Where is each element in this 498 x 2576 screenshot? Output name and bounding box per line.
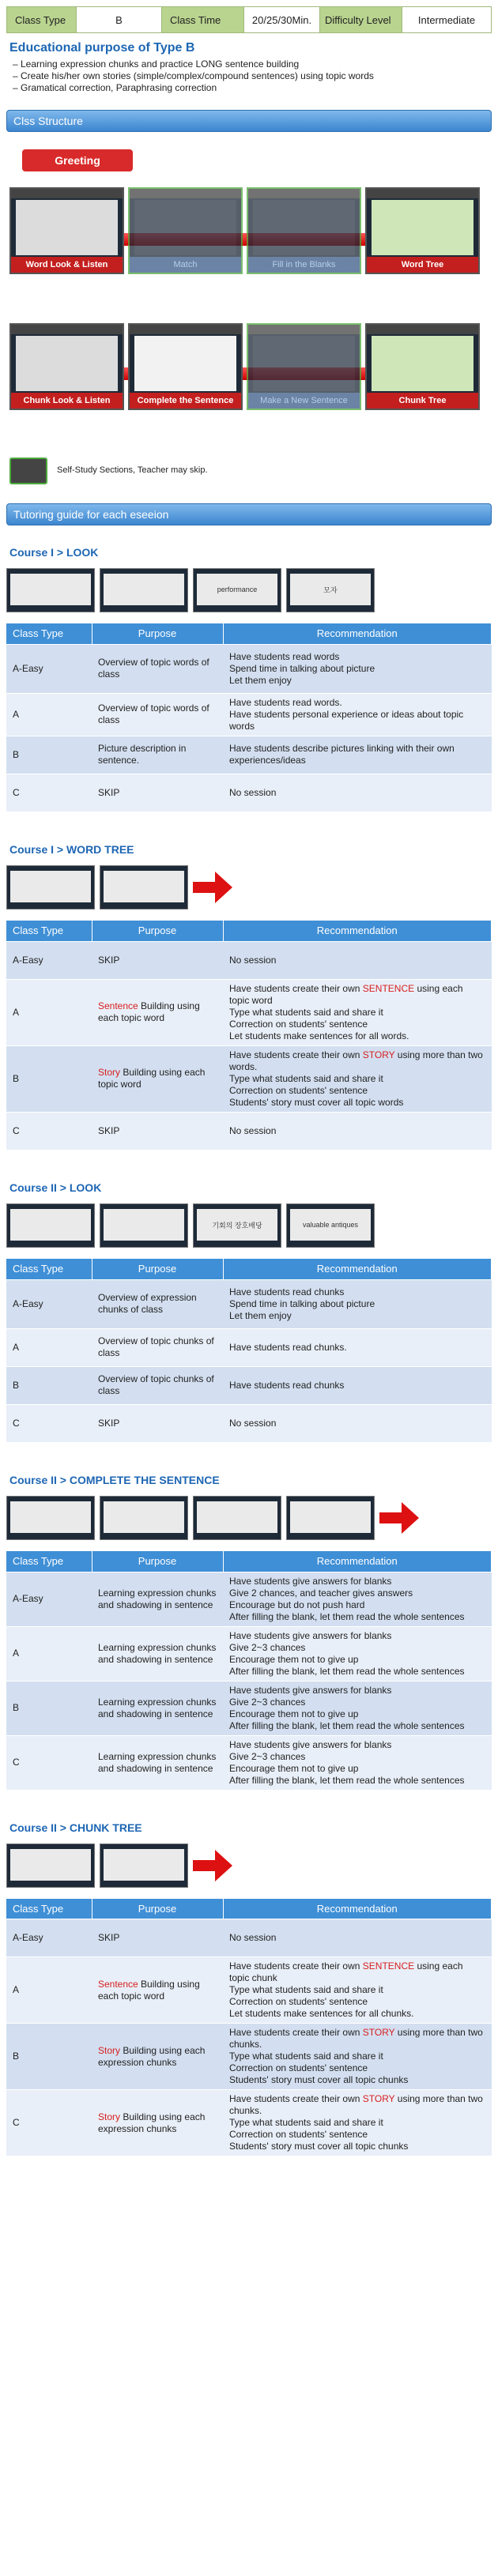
thumbnail-caption: [104, 1501, 184, 1533]
purpose-text: Building using each topic word: [98, 1000, 200, 1023]
course-thumbnails: [6, 1840, 492, 1891]
course-section: [6, 843, 492, 1150]
thumbnail-caption: [104, 574, 184, 605]
recommendation-highlight: SENTENCE: [362, 982, 415, 994]
screen-label: Word Look & Listen: [11, 257, 123, 273]
purpose-text: Building using each expression chunks: [98, 2044, 206, 2068]
purpose-highlight: Story: [98, 2044, 121, 2056]
recommendation-line: Have students give answers for blanks: [229, 1738, 392, 1750]
guide-table: [6, 921, 492, 1150]
purpose-text: SKIP: [98, 954, 120, 966]
recommendation-line: Type what students said and share it: [229, 2051, 383, 2062]
table-row: [6, 1919, 492, 1957]
recommendation-line: Have students read words: [229, 650, 340, 662]
class-type-cell: A: [6, 979, 92, 1045]
course-thumbnail: [6, 1843, 95, 1888]
screen-chunk-tree: [365, 323, 480, 410]
purpose-cell: [92, 1404, 223, 1442]
purpose-text: Overview of topic chunks of class: [98, 1335, 214, 1358]
column-header: Purpose: [92, 1899, 223, 1919]
course-thumbnail: [6, 1496, 95, 1540]
purpose-cell: [92, 1572, 223, 1626]
recommendation-line: Have students read chunks: [229, 1379, 345, 1391]
recommendation-cell: [223, 1328, 492, 1366]
recommendation-line: Have students give answers for blanks: [229, 1629, 392, 1641]
table-row: [6, 1112, 492, 1150]
purpose-text: Learning expression chunks and shadowing in sentence: [98, 1750, 217, 1774]
recommendation-cell: [223, 979, 492, 1045]
recommendation-line: After filling the blank, let them read the whole sentences: [229, 1610, 465, 1622]
class-type-cell: A-Easy: [6, 1279, 92, 1328]
recommendation-cell: [223, 1919, 492, 1957]
recommendation-cell: [223, 736, 492, 774]
course-thumbnail: [193, 1496, 281, 1540]
table-row: [6, 979, 492, 1045]
class-type-cell: C: [6, 1404, 92, 1442]
recommendation-text: using each topic chunk: [229, 1960, 463, 1983]
purpose-text: Learning expression chunks and shadowing in sentence: [98, 1587, 217, 1610]
guide-table: [6, 1899, 492, 2156]
next-arrow-icon: [379, 1502, 419, 1534]
column-header: Recommendation: [223, 1551, 492, 1572]
guide-table: [6, 623, 492, 812]
column-header: Class Type: [6, 1899, 92, 1919]
recommendation-line: Give 2~3 chances: [229, 1696, 306, 1708]
purpose-cell: [92, 1957, 223, 2024]
column-header: Purpose: [92, 1551, 223, 1572]
purpose-cell: [92, 2090, 223, 2156]
recommendation-line: Correction on students' sentence: [229, 1084, 368, 1096]
recommendation-line: Let students make sentences for all chunks.: [229, 2008, 414, 2019]
class-type-label: Class Type: [7, 7, 77, 32]
class-type-cell: C: [6, 1735, 92, 1790]
purpose-cell: [92, 774, 223, 812]
recommendation-line: No session: [229, 1932, 277, 1943]
recommendation-line: Encourage but do not push hard: [229, 1599, 365, 1610]
recommendation-line: Spend time in talking about picture: [229, 662, 375, 674]
recommendation-line: No session: [229, 1417, 277, 1429]
recommendation-cell: [223, 1735, 492, 1790]
purpose-cell: [92, 979, 223, 1045]
class-info-header: [6, 6, 492, 33]
recommendation-line: Correction on students' sentence: [229, 1996, 368, 2007]
table-row: [6, 1735, 492, 1790]
recommendation-line: Encourage them not to give up: [229, 1708, 359, 1719]
recommendation-line: Give 2 chances, and teacher gives answers: [229, 1587, 413, 1599]
recommendation-line: Spend time in talking about picture: [229, 1297, 375, 1309]
course-title: Course II > LOOK: [9, 1181, 102, 1194]
difficulty-label: Difficulty Level: [320, 7, 402, 32]
course-title: Course I > WORD TREE: [9, 843, 134, 856]
class-type-cell: A-Easy: [6, 941, 92, 979]
recommendation-line: Correction on students' sentence: [229, 1018, 368, 1030]
recommendation-line: Type what students said and share it: [229, 1072, 383, 1084]
purpose-highlight: Sentence: [98, 1000, 138, 1011]
purpose-text: Overview of topic words of class: [98, 702, 209, 725]
class-type-cell: A: [6, 1328, 92, 1366]
self-study-note: Self-Study Sections, Teacher may skip.: [57, 465, 208, 475]
table-row: [6, 644, 492, 693]
edu-purpose-item: – Learning expression chunks and practice LONG sentence building: [13, 58, 300, 70]
table-row: [6, 1366, 492, 1404]
difficulty-value: Intermediate: [402, 7, 491, 32]
column-header: Class Type: [6, 1551, 92, 1572]
recommendation-text: Have students create their own: [229, 2027, 363, 2038]
table-row: [6, 941, 492, 979]
edu-purpose-item: – Gramatical correction, Paraphrasing correction: [13, 82, 217, 93]
recommendation-line: Have students read chunks: [229, 1286, 345, 1297]
class-type-cell: B: [6, 1366, 92, 1404]
screen-complete-sentence: [128, 323, 243, 410]
course-section: [6, 1474, 492, 1790]
course-thumbnail: [286, 1203, 375, 1248]
recommendation-text: using more than two chunks.: [229, 2093, 483, 2116]
recommendation-line: No session: [229, 1124, 277, 1136]
recommendation-cell: [223, 1045, 492, 1112]
course-thumbnail: [100, 568, 188, 612]
class-type-cell: C: [6, 774, 92, 812]
thumbnail-caption: [104, 1209, 184, 1241]
course-thumbnails: [6, 1200, 492, 1251]
course-title: Course I > LOOK: [9, 546, 99, 559]
purpose-cell: [92, 1045, 223, 1112]
purpose-text: SKIP: [98, 786, 120, 798]
table-row: [6, 774, 492, 812]
purpose-cell: [92, 1681, 223, 1735]
course-section: [6, 1181, 492, 1442]
class-time-label: Class Time: [162, 7, 244, 32]
purpose-cell: [92, 1626, 223, 1681]
purpose-cell: [92, 1735, 223, 1790]
table-row: [6, 1681, 492, 1735]
class-type-cell: A-Easy: [6, 1919, 92, 1957]
course-thumbnail: [100, 1843, 188, 1888]
purpose-text: Building using each topic word: [98, 1978, 200, 2002]
recommendation-cell: [223, 2024, 492, 2090]
greeting-label: Greeting: [22, 149, 133, 171]
next-arrow-icon: [193, 872, 232, 903]
thumbnail-caption: [10, 871, 91, 902]
class-structure-diagram: [6, 140, 492, 488]
purpose-cell: [92, 1919, 223, 1957]
recommendation-text: Have students create their own: [229, 1049, 363, 1060]
thumbnail-caption: [104, 871, 184, 902]
table-row: [6, 736, 492, 774]
column-header: Purpose: [92, 1259, 223, 1279]
course-thumbnail: [286, 1496, 375, 1540]
recommendation-line: [229, 2027, 485, 2051]
recommendation-line: Let them enjoy: [229, 674, 292, 686]
purpose-cell: [92, 2024, 223, 2090]
screen-label: Fill in the Blanks: [248, 257, 360, 273]
thumbnail-caption: [10, 1501, 91, 1533]
screen-label: Match: [130, 257, 241, 273]
purpose-highlight: Story: [98, 2111, 121, 2122]
recommendation-line: Have students describe pictures linking with their own experiences/ideas: [229, 743, 455, 766]
course-thumbnail: [100, 1496, 188, 1540]
recommendation-cell: [223, 644, 492, 693]
guide-table: [6, 1259, 492, 1442]
recommendation-line: Encourage them not to give up: [229, 1653, 359, 1665]
screen-fill-blanks: [247, 187, 361, 274]
screen-word-look-listen: [9, 187, 124, 274]
recommendation-cell: [223, 1681, 492, 1735]
purpose-cell: [92, 1328, 223, 1366]
recommendation-line: No session: [229, 954, 277, 966]
recommendation-cell: [223, 1279, 492, 1328]
table-row: [6, 1626, 492, 1681]
recommendation-line: Students' story must cover all topic words: [229, 1096, 404, 1108]
column-header: Recommendation: [223, 1259, 492, 1279]
recommendation-line: Have students read chunks.: [229, 1341, 347, 1353]
table-row: [6, 1045, 492, 1112]
class-type-cell: A-Easy: [6, 644, 92, 693]
recommendation-line: After filling the blank, let them read the whole sentences: [229, 1665, 465, 1677]
screen-label: Make a New Sentence: [248, 393, 360, 409]
purpose-text: Picture description in sentence.: [98, 743, 187, 766]
column-header: Recommendation: [223, 921, 492, 941]
table-header-row: [6, 1899, 492, 1919]
course-thumbnail: [6, 1203, 95, 1248]
course-title: Course II > COMPLETE THE SENTENCE: [9, 1474, 220, 1486]
thumbnail-caption: [197, 1501, 277, 1533]
class-type-cell: C: [6, 2090, 92, 2156]
recommendation-line: Have students read words.: [229, 696, 342, 708]
recommendation-line: Give 2~3 chances: [229, 1641, 306, 1653]
recommendation-line: Have students give answers for blanks: [229, 1684, 392, 1696]
course-thumbnail: [193, 1203, 281, 1248]
class-type-cell: B: [6, 2024, 92, 2090]
recommendation-line: Type what students said and share it: [229, 1984, 383, 1995]
table-row: [6, 1957, 492, 2024]
course-thumbnails: [6, 862, 492, 913]
purpose-text: Overview of expression chunks of class: [98, 1292, 197, 1315]
thumbnail-caption: [10, 1849, 91, 1881]
class-type-cell: B: [6, 1045, 92, 1112]
purpose-cell: [92, 1112, 223, 1150]
recommendation-text: Have students create their own: [229, 1960, 363, 1972]
screen-label: Chunk Look & Listen: [11, 393, 123, 409]
class-type-cell: A: [6, 1626, 92, 1681]
recommendation-highlight: SENTENCE: [362, 1960, 415, 1972]
screen-label: Chunk Tree: [367, 393, 478, 409]
course-thumbnail: [100, 1203, 188, 1248]
edu-purpose-list: [13, 58, 492, 94]
class-time-value: 20/25/30Min.: [244, 7, 320, 32]
table-row: [6, 1279, 492, 1328]
table-header-row: [6, 623, 492, 644]
recommendation-cell: [223, 1572, 492, 1626]
edu-purpose-title: Educational purpose of Type B: [9, 41, 195, 55]
course-thumbnail: [193, 568, 281, 612]
guide-table: [6, 1551, 492, 1790]
recommendation-line: Students' story must cover all topic chunks: [229, 2074, 409, 2085]
table-row: [6, 2024, 492, 2090]
recommendation-cell: [223, 941, 492, 979]
recommendation-line: Give 2~3 chances: [229, 1750, 306, 1762]
course-thumbnails: [6, 565, 492, 616]
recommendation-line: Encourage them not to give up: [229, 1762, 359, 1774]
class-type-cell: A-Easy: [6, 1572, 92, 1626]
purpose-text: Overview of topic chunks of class: [98, 1373, 214, 1396]
recommendation-highlight: STORY: [362, 2027, 395, 2038]
thumbnail-caption: performance: [197, 574, 277, 605]
class-type-cell: B: [6, 1681, 92, 1735]
column-header: Purpose: [92, 921, 223, 941]
thumbnail-caption: [10, 574, 91, 605]
recommendation-line: Students' story must cover all topic chunks: [229, 2141, 409, 2152]
table-header-row: [6, 921, 492, 941]
thumbnail-caption: [104, 1849, 184, 1881]
recommendation-line: Correction on students' sentence: [229, 2129, 368, 2140]
purpose-text: SKIP: [98, 1124, 120, 1136]
class-type-cell: B: [6, 736, 92, 774]
recommendation-line: After filling the blank, let them read the whole sentences: [229, 1774, 465, 1786]
table-header-row: [6, 1259, 492, 1279]
recommendation-text: using more than two words.: [229, 1049, 483, 1072]
course-thumbnail: [6, 568, 95, 612]
course-thumbnail: [286, 568, 375, 612]
purpose-text: Learning expression chunks and shadowing in sentence: [98, 1696, 217, 1719]
column-header: Purpose: [92, 623, 223, 644]
thumbnail-caption: 기회의 장호배당: [197, 1209, 277, 1241]
recommendation-line: Let them enjoy: [229, 1309, 292, 1321]
screen-label: Complete the Sentence: [130, 393, 241, 409]
recommendation-text: Have students create their own: [229, 982, 363, 994]
table-row: [6, 1328, 492, 1366]
table-header-row: [6, 1551, 492, 1572]
screen-match: [128, 187, 243, 274]
purpose-cell: [92, 736, 223, 774]
recommendation-text: using more than two chunks.: [229, 2027, 483, 2050]
course-thumbnails: [6, 1493, 492, 1543]
course-thumbnail: [6, 865, 95, 910]
recommendation-line: Correction on students' sentence: [229, 2062, 368, 2073]
purpose-highlight: Sentence: [98, 1978, 138, 1990]
recommendation-line: [229, 983, 485, 1007]
recommendation-cell: [223, 2090, 492, 2156]
purpose-cell: [92, 941, 223, 979]
table-row: [6, 693, 492, 736]
recommendation-cell: [223, 1404, 492, 1442]
recommendation-cell: [223, 1957, 492, 2024]
recommendation-line: Have students personal experience or ideas about topic words: [229, 708, 464, 732]
class-type-cell: A: [6, 693, 92, 736]
purpose-text: SKIP: [98, 1932, 120, 1943]
screen-label: Word Tree: [367, 257, 478, 273]
class-type-value: B: [77, 7, 162, 32]
recommendation-line: [229, 2093, 485, 2117]
course-thumbnail: [100, 865, 188, 910]
purpose-cell: [92, 1279, 223, 1328]
recommendation-cell: [223, 1626, 492, 1681]
recommendation-highlight: STORY: [362, 2093, 395, 2104]
purpose-text: SKIP: [98, 1417, 120, 1429]
purpose-text: Building using each expression chunks: [98, 2111, 206, 2134]
recommendation-text: using each topic word: [229, 982, 463, 1006]
purpose-cell: [92, 1366, 223, 1404]
course-section: [6, 1821, 492, 2156]
table-row: [6, 1404, 492, 1442]
screen-word-tree: [365, 187, 480, 274]
column-header: Recommendation: [223, 623, 492, 644]
screen-chunk-look-listen: [9, 323, 124, 410]
recommendation-text: Have students create their own: [229, 2093, 363, 2104]
purpose-cell: [92, 644, 223, 693]
recommendation-line: Have students give answers for blanks: [229, 1575, 392, 1587]
recommendation-line: Type what students said and share it: [229, 2117, 383, 2128]
course-section: [6, 546, 492, 812]
purpose-text: Building using each topic word: [98, 1067, 206, 1090]
class-type-cell: C: [6, 1112, 92, 1150]
column-header: Class Type: [6, 921, 92, 941]
thumbnail-caption: [10, 1209, 91, 1241]
class-type-cell: A: [6, 1957, 92, 2024]
purpose-text: Overview of topic words of class: [98, 657, 209, 680]
column-header: Class Type: [6, 623, 92, 644]
recommendation-cell: [223, 774, 492, 812]
purpose-cell: [92, 693, 223, 736]
recommendation-line: [229, 1049, 485, 1073]
thumbnail-caption: 모자: [290, 574, 371, 605]
recommendation-line: [229, 1960, 485, 1984]
recommendation-line: After filling the blank, let them read the whole sentences: [229, 1719, 465, 1731]
thumbnail-caption: valuable antiques: [290, 1209, 371, 1241]
recommendation-cell: [223, 1366, 492, 1404]
self-study-legend-box: [9, 458, 47, 484]
thumbnail-caption: [290, 1501, 371, 1533]
recommendation-line: Type what students said and share it: [229, 1006, 383, 1018]
section-bar-structure: Clss Structure: [6, 110, 492, 132]
recommendation-highlight: STORY: [362, 1049, 395, 1060]
edu-purpose-item: – Create his/her own stories (simple/complex/compound sentences) using topic words: [13, 70, 374, 81]
course-title: Course II > CHUNK TREE: [9, 1821, 142, 1834]
column-header: Recommendation: [223, 1899, 492, 1919]
recommendation-line: No session: [229, 786, 277, 798]
recommendation-cell: [223, 693, 492, 736]
table-row: [6, 1572, 492, 1626]
next-arrow-icon: [193, 1850, 232, 1881]
table-row: [6, 2090, 492, 2156]
recommendation-line: Let students make sentences for all words.: [229, 1030, 409, 1041]
purpose-highlight: Story: [98, 1067, 121, 1078]
column-header: Class Type: [6, 1259, 92, 1279]
section-bar-tutoring-guide: Tutoring guide for each eseeion: [6, 503, 492, 525]
courses-container: [6, 546, 492, 2156]
recommendation-cell: [223, 1112, 492, 1150]
purpose-text: Learning expression chunks and shadowing in sentence: [98, 1641, 217, 1665]
screen-make-sentence: [247, 323, 361, 410]
